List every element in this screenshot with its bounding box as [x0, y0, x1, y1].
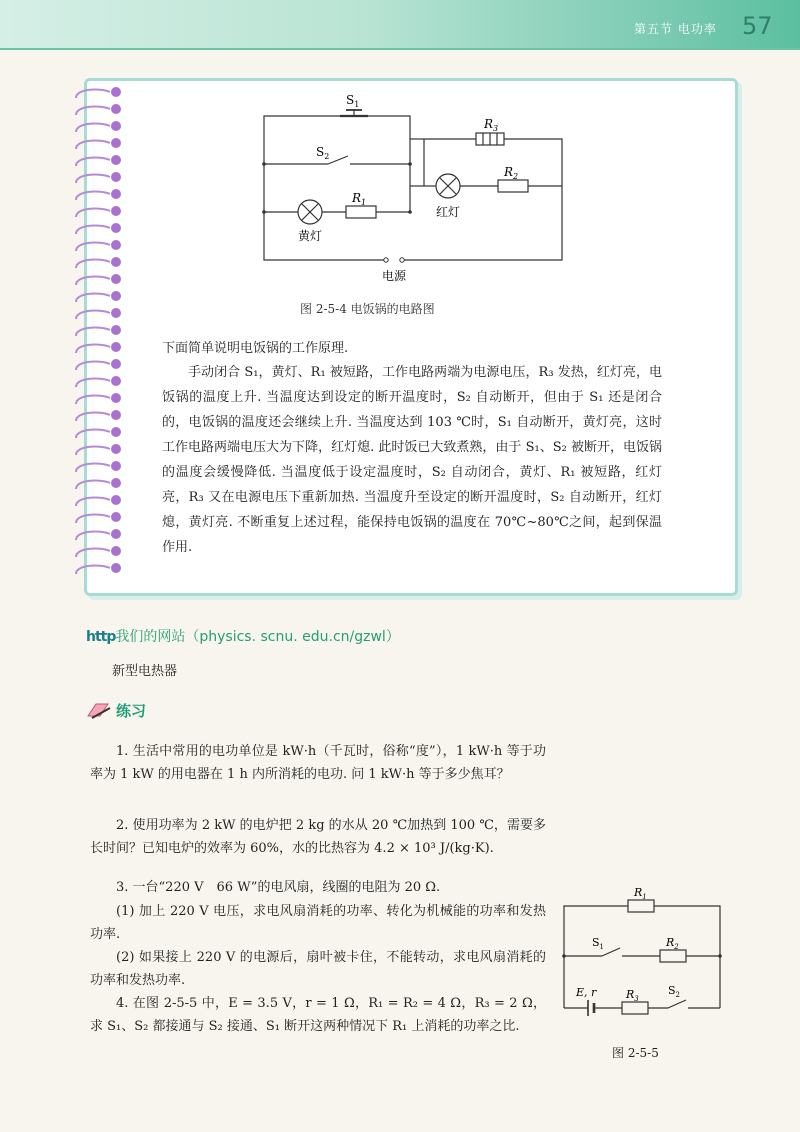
exercise-item-4: 4. 在图 2-5-5 中，E = 3.5 V，r = 1 Ω，R₁ = R₂ = 4 Ω，R₃ = 2 Ω，求 S₁、S₂ 都接通与 S₂ 接通、S₁ 断开这两种情况下 R₁ 上消耗的功率之比. — [90, 996, 546, 1034]
spiral-ring — [76, 226, 110, 234]
spiral-hole — [111, 291, 121, 301]
circuit-diagram-2-5-5 — [560, 880, 730, 1030]
spiral-hole — [111, 223, 121, 233]
small-label-r2: $R_2$ — [666, 936, 679, 951]
exercise-item-3-1: (1) 加上 220 V 电压，求电风扇消耗的功率、转化为机械能的功率和发热功率. — [90, 904, 546, 942]
spiral-ring — [76, 124, 110, 132]
spiral-ring — [76, 311, 110, 319]
rice-cooker-circuit-diagram — [240, 86, 580, 286]
spiral-hole — [111, 393, 121, 403]
spiral-ring — [76, 328, 110, 336]
spiral-hole — [111, 172, 121, 182]
spiral-ring — [76, 90, 110, 98]
spiral-hole — [111, 359, 121, 369]
small-label-r3: $R_3$ — [626, 988, 639, 1003]
spiral-ring — [76, 175, 110, 183]
header-separator — [0, 48, 800, 50]
http-logo: http — [86, 629, 116, 645]
spiral-hole — [111, 155, 121, 165]
spiral-ring — [76, 362, 110, 370]
spiral-hole — [111, 121, 121, 131]
section-title: 第五节 电功率 — [634, 22, 717, 36]
spiral-ring — [76, 481, 110, 489]
label-r2: $R_2$ — [504, 165, 519, 181]
exercise-title: 练习 — [116, 702, 147, 720]
spiral-hole — [111, 257, 121, 267]
small-label-r1: $R_1$ — [634, 886, 647, 901]
figure-caption-2-5-5: 图 2-5-5 — [612, 1046, 659, 1060]
spiral-ring — [76, 430, 110, 438]
spiral-ring — [76, 192, 110, 200]
spiral-hole — [111, 410, 121, 420]
spiral-hole — [111, 376, 121, 386]
spiral-hole — [111, 444, 121, 454]
spiral-ring — [76, 498, 110, 506]
spiral-hole — [111, 495, 121, 505]
spiral-hole — [111, 478, 121, 488]
label-red-lamp: 红灯 — [436, 205, 461, 219]
explanation-text: 手动闭合 S₁，黄灯、R₁ 被短路，工作电路两端为电源电压，R₃ 发热，红灯亮，电饭锅的温度上升. 当温度达到设定的断开温度时，S₂ 自动断开，但由于 S₁ 还是闭合的，电饭锅的温度还会继续上升. 当温度达到 103 ℃时，S₁ 自动断开，黄灯亮，这时工作电路两端电压大为下降，红灯熄. 此时饭已大致煮熟，由于 S₁、S₂ 被断开，电饭锅的温度会缓慢降低. 当温度低于设定温度时，S₂ 自动闭合，黄灯、R₁ 被短路，红灯亮，R₃ 又在电源电压下重新加热. 当温度升至设定的断开温度时，S₂ 自动断开，红灯熄，黄灯亮. 不断重复上述过程，能保持电饭锅的温度在 70℃~80℃之间，起到保温作用. — [162, 365, 662, 555]
spiral-hole — [111, 308, 121, 318]
exercise-item-2: 2. 使用功率为 2 kW 的电炉把 2 kg 的水从 20 ℃加热到 100 ℃，需要多长时间？已知电炉的效率为 60%，水的比热容为 4.2 × 10³ J/(kg·K). — [90, 818, 546, 856]
spiral-binding — [72, 84, 128, 584]
exercise-item-1: 1. 生活中常用的电功单位是 kW·h（千瓦时，俗称“度”），1 kW·h 等于功率为 1 kW 的用电器在 1 h 内所消耗的电功. 问 1 kW·h 等于多少焦耳？ — [90, 744, 546, 782]
spiral-hole — [111, 138, 121, 148]
spiral-hole — [111, 87, 121, 97]
spiral-ring — [76, 277, 110, 285]
intro-text: 下面简单说明电饭锅的工作原理. — [162, 341, 349, 356]
spiral-ring — [76, 464, 110, 472]
spiral-ring — [76, 515, 110, 523]
spiral-hole — [111, 512, 121, 522]
website-link[interactable] — [86, 626, 400, 646]
spiral-ring — [76, 532, 110, 540]
spiral-hole — [111, 104, 121, 114]
label-s1: $S_1$ — [346, 93, 360, 109]
website-text: 我们的网站（physics. scnu. edu.cn/gzwl） — [115, 629, 400, 645]
spiral-ring — [76, 243, 110, 251]
spiral-ring — [76, 413, 110, 421]
small-label-s2: $S_2$ — [668, 984, 681, 999]
spiral-ring — [76, 107, 110, 115]
spiral-hole — [111, 529, 121, 539]
spiral-ring — [76, 141, 110, 149]
small-label-emf: E, r — [576, 986, 597, 999]
spiral-hole — [111, 240, 121, 250]
spiral-ring — [76, 566, 110, 574]
spiral-hole — [111, 274, 121, 284]
figure-caption-2-5-4: 图 2-5-4 电饭锅的电路图 — [300, 302, 435, 316]
label-s2: $S_2$ — [316, 145, 330, 161]
spiral-hole — [111, 563, 121, 573]
exercise-heading — [86, 700, 146, 721]
spiral-hole — [111, 206, 121, 216]
spiral-hole — [111, 325, 121, 335]
spiral-ring — [76, 158, 110, 166]
spiral-ring — [76, 549, 110, 557]
exercise-item-3-2: (2) 如果接上 220 V 的电源后，扇叶被卡住，不能转动，求电风扇消耗的功率和发热功率. — [90, 950, 546, 988]
label-yellow-lamp: 黄灯 — [298, 229, 323, 243]
label-r3: $R_3$ — [484, 117, 499, 133]
spiral-hole — [111, 546, 121, 556]
pencil-note-icon — [86, 700, 112, 720]
small-label-s1: $S_1$ — [592, 936, 605, 951]
spiral-ring — [76, 447, 110, 455]
spiral-hole — [111, 189, 121, 199]
spiral-ring — [76, 379, 110, 387]
spiral-hole — [111, 427, 121, 437]
website-topic: 新型电热器 — [112, 664, 178, 679]
spiral-ring — [76, 260, 110, 268]
page-number: 57 — [742, 12, 773, 40]
spiral-ring — [76, 396, 110, 404]
spiral-hole — [111, 342, 121, 352]
exercise-item-3: 3. 一台“220 V 66 W”的电风扇，线圈的电阻为 20 Ω. — [116, 880, 441, 895]
spiral-ring — [76, 294, 110, 302]
spiral-ring — [76, 345, 110, 353]
spiral-hole — [111, 461, 121, 471]
label-power: 电源 — [382, 269, 407, 283]
spiral-ring — [76, 209, 110, 217]
label-r1: $R_1$ — [352, 191, 367, 207]
